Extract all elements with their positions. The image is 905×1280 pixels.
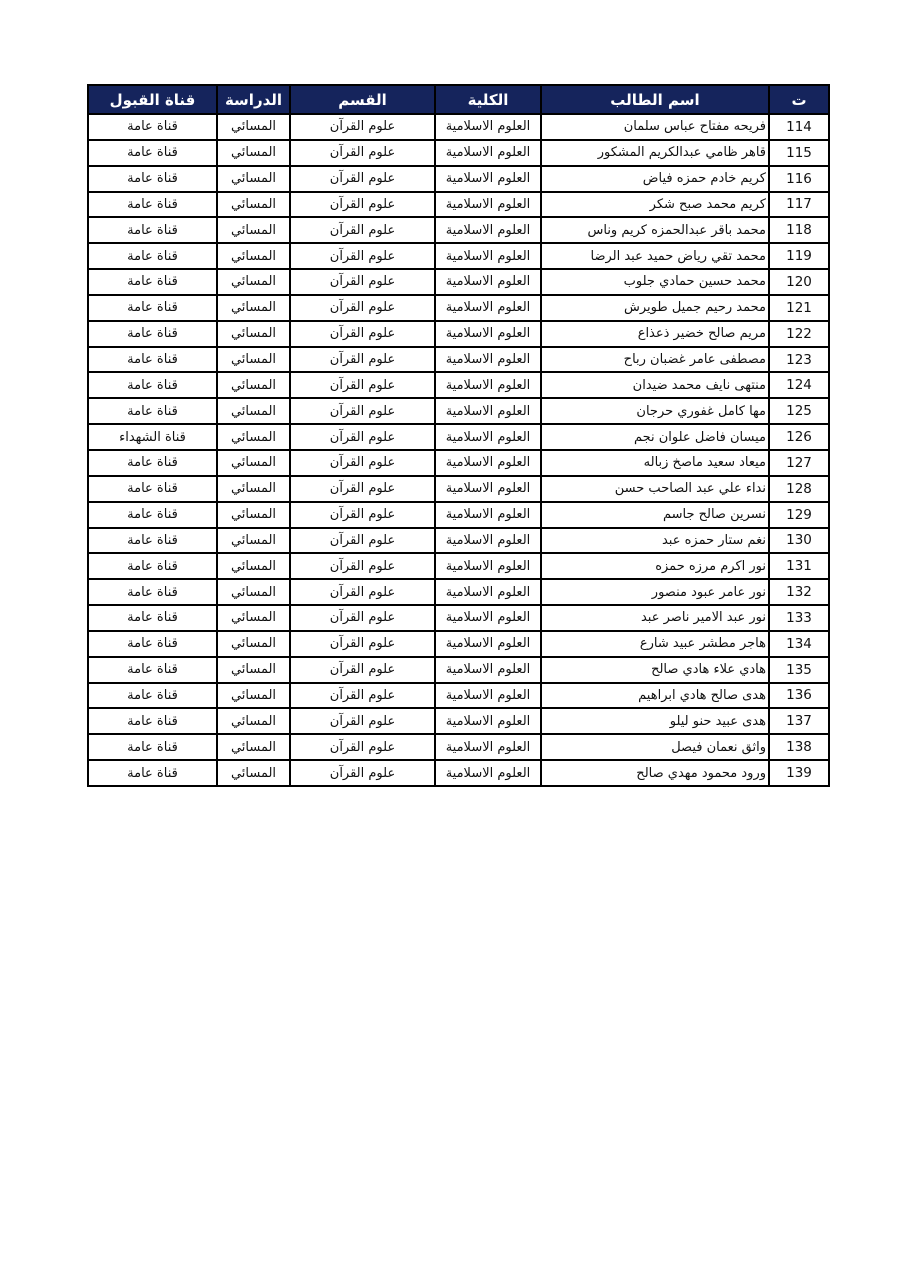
- cell-no: 132: [769, 579, 829, 605]
- cell-channel: قناة عامة: [88, 114, 217, 140]
- table-row: [88, 372, 829, 398]
- cell-college: العلوم الاسلامية: [435, 579, 541, 605]
- cell-study: المسائي: [217, 450, 290, 476]
- cell-study: المسائي: [217, 657, 290, 683]
- cell-study: المسائي: [217, 321, 290, 347]
- cell-college: العلوم الاسلامية: [435, 476, 541, 502]
- cell-dept: علوم القرآن: [290, 295, 435, 321]
- cell-college: العلوم الاسلامية: [435, 114, 541, 140]
- cell-study: المسائي: [217, 424, 290, 450]
- cell-college: العلوم الاسلامية: [435, 217, 541, 243]
- table-row: [88, 450, 829, 476]
- table-row: [88, 502, 829, 528]
- cell-channel: قناة عامة: [88, 166, 217, 192]
- cell-channel: قناة عامة: [88, 476, 217, 502]
- cell-no: 137: [769, 708, 829, 734]
- cell-study: المسائي: [217, 140, 290, 166]
- cell-no: 125: [769, 398, 829, 424]
- cell-dept: علوم القرآن: [290, 579, 435, 605]
- table-row: [88, 579, 829, 605]
- cell-name: هدى صالح هادي ابراهيم: [541, 683, 769, 709]
- table-header: [88, 85, 829, 114]
- cell-no: 124: [769, 372, 829, 398]
- cell-channel: قناة عامة: [88, 683, 217, 709]
- column-header-name: اسم الطالب: [541, 85, 769, 114]
- cell-study: المسائي: [217, 114, 290, 140]
- cell-no: 117: [769, 192, 829, 218]
- cell-college: العلوم الاسلامية: [435, 708, 541, 734]
- cell-no: 138: [769, 734, 829, 760]
- cell-no: 115: [769, 140, 829, 166]
- cell-dept: علوم القرآن: [290, 657, 435, 683]
- cell-no: 114: [769, 114, 829, 140]
- cell-college: العلوم الاسلامية: [435, 734, 541, 760]
- cell-college: العلوم الاسلامية: [435, 295, 541, 321]
- table-header-row: [88, 85, 829, 114]
- cell-study: المسائي: [217, 476, 290, 502]
- cell-study: المسائي: [217, 708, 290, 734]
- cell-name: محمد حسين حمادي جلوب: [541, 269, 769, 295]
- cell-dept: علوم القرآن: [290, 114, 435, 140]
- cell-no: 118: [769, 217, 829, 243]
- cell-study: المسائي: [217, 683, 290, 709]
- cell-name: نور اكرم مرزه حمزه: [541, 553, 769, 579]
- cell-name: هاجر مطشر عبيد شارع: [541, 631, 769, 657]
- cell-college: العلوم الاسلامية: [435, 553, 541, 579]
- cell-college: العلوم الاسلامية: [435, 372, 541, 398]
- cell-channel: قناة الشهداء: [88, 424, 217, 450]
- table-row: [88, 424, 829, 450]
- cell-name: ميسان فاضل علوان نجم: [541, 424, 769, 450]
- cell-channel: قناة عامة: [88, 398, 217, 424]
- cell-no: 116: [769, 166, 829, 192]
- cell-channel: قناة عامة: [88, 372, 217, 398]
- cell-dept: علوم القرآن: [290, 450, 435, 476]
- table-row: [88, 476, 829, 502]
- cell-channel: قناة عامة: [88, 217, 217, 243]
- cell-college: العلوم الاسلامية: [435, 502, 541, 528]
- cell-channel: قناة عامة: [88, 295, 217, 321]
- cell-name: نور عبد الامير ناصر عبد: [541, 605, 769, 631]
- cell-channel: قناة عامة: [88, 140, 217, 166]
- cell-college: العلوم الاسلامية: [435, 192, 541, 218]
- cell-dept: علوم القرآن: [290, 734, 435, 760]
- table-row: [88, 760, 829, 786]
- cell-study: المسائي: [217, 528, 290, 554]
- cell-college: العلوم الاسلامية: [435, 424, 541, 450]
- students-table: [87, 84, 830, 787]
- column-header-college: الكلية: [435, 85, 541, 114]
- table-row: [88, 140, 829, 166]
- cell-no: 133: [769, 605, 829, 631]
- cell-channel: قناة عامة: [88, 528, 217, 554]
- cell-name: نداء علي عبد الصاحب حسن: [541, 476, 769, 502]
- cell-name: هادي علاء هادي صالح: [541, 657, 769, 683]
- cell-name: ميعاد سعيد ماصخ زباله: [541, 450, 769, 476]
- cell-no: 122: [769, 321, 829, 347]
- table-row: [88, 321, 829, 347]
- cell-study: المسائي: [217, 243, 290, 269]
- cell-channel: قناة عامة: [88, 605, 217, 631]
- table-row: [88, 114, 829, 140]
- cell-college: العلوم الاسلامية: [435, 450, 541, 476]
- cell-study: المسائي: [217, 372, 290, 398]
- cell-name: قاهر ظامي عبدالكريم المشكور: [541, 140, 769, 166]
- cell-name: هدى عبيد حنو ليلو: [541, 708, 769, 734]
- table-body: [88, 114, 829, 786]
- cell-channel: قناة عامة: [88, 192, 217, 218]
- cell-study: المسائي: [217, 734, 290, 760]
- table-row: [88, 631, 829, 657]
- table-row: [88, 553, 829, 579]
- cell-dept: علوم القرآن: [290, 398, 435, 424]
- cell-dept: علوم القرآن: [290, 528, 435, 554]
- cell-study: المسائي: [217, 553, 290, 579]
- cell-channel: قناة عامة: [88, 760, 217, 786]
- cell-channel: قناة عامة: [88, 734, 217, 760]
- table-row: [88, 708, 829, 734]
- cell-study: المسائي: [217, 502, 290, 528]
- cell-study: المسائي: [217, 192, 290, 218]
- cell-study: المسائي: [217, 631, 290, 657]
- cell-no: 126: [769, 424, 829, 450]
- cell-name: كريم محمد صبح شكر: [541, 192, 769, 218]
- cell-college: العلوم الاسلامية: [435, 243, 541, 269]
- cell-dept: علوم القرآن: [290, 192, 435, 218]
- cell-channel: قناة عامة: [88, 321, 217, 347]
- cell-no: 134: [769, 631, 829, 657]
- cell-dept: علوم القرآن: [290, 631, 435, 657]
- cell-dept: علوم القرآن: [290, 347, 435, 373]
- cell-dept: علوم القرآن: [290, 269, 435, 295]
- cell-no: 127: [769, 450, 829, 476]
- cell-dept: علوم القرآن: [290, 243, 435, 269]
- cell-dept: علوم القرآن: [290, 476, 435, 502]
- cell-no: 129: [769, 502, 829, 528]
- cell-name: مها كامل غفوري حرجان: [541, 398, 769, 424]
- cell-no: 121: [769, 295, 829, 321]
- cell-study: المسائي: [217, 269, 290, 295]
- cell-name: نغم ستار حمزه عبد: [541, 528, 769, 554]
- cell-dept: علوم القرآن: [290, 605, 435, 631]
- cell-college: العلوم الاسلامية: [435, 398, 541, 424]
- cell-college: العلوم الاسلامية: [435, 347, 541, 373]
- table-row: [88, 657, 829, 683]
- cell-dept: علوم القرآن: [290, 708, 435, 734]
- cell-dept: علوم القرآن: [290, 502, 435, 528]
- cell-college: العلوم الاسلامية: [435, 760, 541, 786]
- cell-college: العلوم الاسلامية: [435, 140, 541, 166]
- cell-no: 123: [769, 347, 829, 373]
- cell-dept: علوم القرآن: [290, 553, 435, 579]
- table-row: [88, 398, 829, 424]
- cell-no: 139: [769, 760, 829, 786]
- cell-no: 128: [769, 476, 829, 502]
- cell-name: ورود محمود مهدي صالح: [541, 760, 769, 786]
- cell-no: 136: [769, 683, 829, 709]
- table-row: [88, 243, 829, 269]
- cell-college: العلوم الاسلامية: [435, 321, 541, 347]
- cell-study: المسائي: [217, 398, 290, 424]
- column-header-dept: القسم: [290, 85, 435, 114]
- table-row: [88, 347, 829, 373]
- cell-college: العلوم الاسلامية: [435, 269, 541, 295]
- cell-name: كريم خادم حمزه فياض: [541, 166, 769, 192]
- table-row: [88, 605, 829, 631]
- table-row: [88, 269, 829, 295]
- cell-name: نور عامر عبود منصور: [541, 579, 769, 605]
- cell-college: العلوم الاسلامية: [435, 528, 541, 554]
- column-header-channel: قناة القبول: [88, 85, 217, 114]
- cell-college: العلوم الاسلامية: [435, 683, 541, 709]
- cell-study: المسائي: [217, 295, 290, 321]
- cell-college: العلوم الاسلامية: [435, 631, 541, 657]
- table-row: [88, 295, 829, 321]
- cell-name: نسرين صالح جاسم: [541, 502, 769, 528]
- cell-no: 130: [769, 528, 829, 554]
- cell-name: محمد تقي رياض حميد عبد الرضا: [541, 243, 769, 269]
- cell-study: المسائي: [217, 217, 290, 243]
- cell-channel: قناة عامة: [88, 269, 217, 295]
- cell-name: محمد رحيم جميل طويرش: [541, 295, 769, 321]
- table-row: [88, 217, 829, 243]
- cell-college: العلوم الاسلامية: [435, 166, 541, 192]
- cell-study: المسائي: [217, 166, 290, 192]
- cell-name: محمد باقر عبدالحمزه كريم وناس: [541, 217, 769, 243]
- cell-dept: علوم القرآن: [290, 372, 435, 398]
- cell-study: المسائي: [217, 579, 290, 605]
- cell-channel: قناة عامة: [88, 657, 217, 683]
- cell-channel: قناة عامة: [88, 347, 217, 373]
- cell-dept: علوم القرآن: [290, 321, 435, 347]
- cell-channel: قناة عامة: [88, 450, 217, 476]
- table-row: [88, 528, 829, 554]
- cell-channel: قناة عامة: [88, 579, 217, 605]
- cell-channel: قناة عامة: [88, 631, 217, 657]
- column-header-no: ت: [769, 85, 829, 114]
- cell-college: العلوم الاسلامية: [435, 657, 541, 683]
- cell-name: مصطفى عامر غضبان رباح: [541, 347, 769, 373]
- table-row: [88, 166, 829, 192]
- cell-no: 131: [769, 553, 829, 579]
- cell-no: 135: [769, 657, 829, 683]
- cell-channel: قناة عامة: [88, 708, 217, 734]
- cell-channel: قناة عامة: [88, 553, 217, 579]
- cell-dept: علوم القرآن: [290, 140, 435, 166]
- cell-study: المسائي: [217, 347, 290, 373]
- cell-name: واثق نعمان فيصل: [541, 734, 769, 760]
- cell-dept: علوم القرآن: [290, 166, 435, 192]
- cell-no: 120: [769, 269, 829, 295]
- table-row: [88, 192, 829, 218]
- cell-name: فريحه مفتاح عباس سلمان: [541, 114, 769, 140]
- cell-channel: قناة عامة: [88, 243, 217, 269]
- cell-dept: علوم القرآن: [290, 683, 435, 709]
- cell-study: المسائي: [217, 760, 290, 786]
- cell-name: مريم صالح خضير ذعذاع: [541, 321, 769, 347]
- table-row: [88, 683, 829, 709]
- cell-dept: علوم القرآن: [290, 217, 435, 243]
- cell-study: المسائي: [217, 605, 290, 631]
- cell-dept: علوم القرآن: [290, 424, 435, 450]
- cell-channel: قناة عامة: [88, 502, 217, 528]
- cell-dept: علوم القرآن: [290, 760, 435, 786]
- cell-college: العلوم الاسلامية: [435, 605, 541, 631]
- cell-name: منتهى نايف محمد ضيدان: [541, 372, 769, 398]
- cell-no: 119: [769, 243, 829, 269]
- table-row: [88, 734, 829, 760]
- column-header-study: الدراسة: [217, 85, 290, 114]
